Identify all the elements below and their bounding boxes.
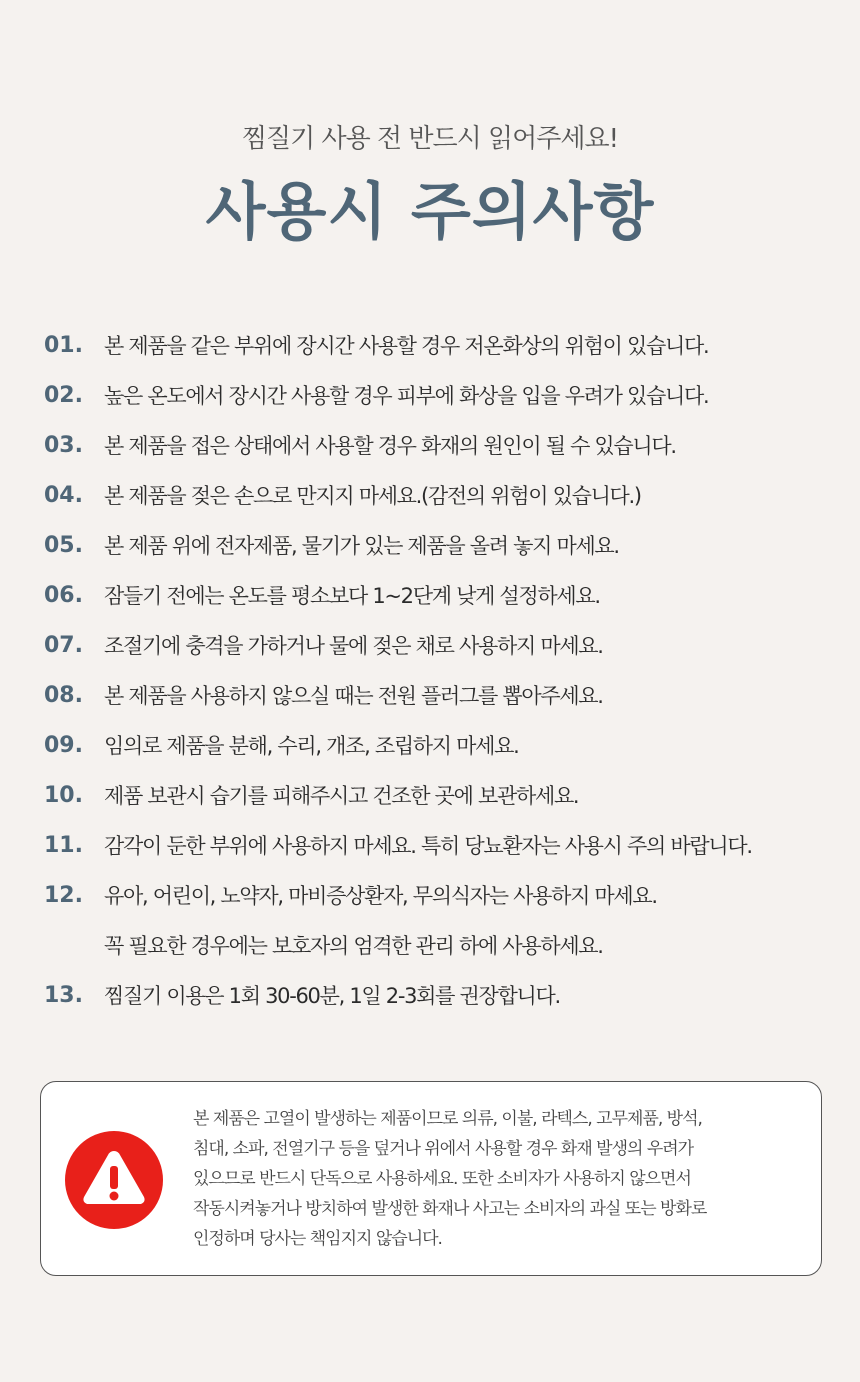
list-item <box>44 420 834 470</box>
item-text: 본 제품을 사용하지 않으실 때는 전원 플러그를 뽑아주세요. <box>104 684 603 708</box>
item-number: 12. <box>44 882 83 908</box>
warning-notice-box <box>40 1081 822 1276</box>
notice-line: 본 제품은 고열이 발생하는 제품이므로 의류, 이불, 라텍스, 고무제품, 방석, <box>193 1109 702 1129</box>
list-item <box>44 870 834 920</box>
notice-line: 침대, 소파, 전열기구 등을 덮거나 위에서 사용할 경우 화재 발생의 우려가 <box>193 1139 694 1159</box>
list-item <box>44 620 834 670</box>
item-number: 01. <box>44 332 83 358</box>
list-item <box>44 970 834 1020</box>
item-text: 본 제품을 젖은 손으로 만지지 마세요.(감전의 위험이 있습니다.) <box>104 484 641 508</box>
page-subtitle: 찜질기 사용 전 반드시 읽어주세요! <box>241 124 619 154</box>
caution-list <box>44 320 834 1020</box>
notice-text <box>193 1104 803 1254</box>
item-text: 잠들기 전에는 온도를 평소보다 1~2단계 낮게 설정하세요. <box>104 584 600 608</box>
item-text: 본 제품을 접은 상태에서 사용할 경우 화재의 원인이 될 수 있습니다. <box>104 434 676 458</box>
list-item <box>44 720 834 770</box>
notice-line: 있으므로 반드시 단독으로 사용하세요. 또한 소비자가 사용하지 않으면서 <box>193 1169 691 1189</box>
list-item <box>44 820 834 870</box>
list-item <box>44 370 834 420</box>
list-item <box>44 770 834 820</box>
item-number: 07. <box>44 632 83 658</box>
item-number: 02. <box>44 382 83 408</box>
warning-icon <box>65 1131 163 1229</box>
item-text: 유아, 어린이, 노약자, 마비증상환자, 무의식자는 사용하지 마세요. <box>104 884 657 908</box>
item-text: 찜질기 이용은 1회 30-60분, 1일 2-3회를 권장합니다. <box>104 984 560 1008</box>
item-text: 임의로 제품을 분해, 수리, 개조, 조립하지 마세요. <box>104 734 519 758</box>
item-text: 조절기에 충격을 가하거나 물에 젖은 채로 사용하지 마세요. <box>104 634 603 658</box>
item-number: 03. <box>44 432 83 458</box>
item-number: 06. <box>44 582 83 608</box>
list-item <box>44 470 834 520</box>
item-number: 05. <box>44 532 83 558</box>
item-text: 높은 온도에서 장시간 사용할 경우 피부에 화상을 입을 우려가 있습니다. <box>104 384 709 408</box>
list-item <box>44 570 834 620</box>
page-title: 사용시 주의사항 <box>205 175 655 248</box>
item-text: 감각이 둔한 부위에 사용하지 마세요. 특히 당뇨환자는 사용시 주의 바랍니다. <box>104 834 752 858</box>
item-number: 11. <box>44 832 83 858</box>
item-number: 10. <box>44 782 83 808</box>
item-text: 꼭 필요한 경우에는 보호자의 엄격한 관리 하에 사용하세요. <box>104 934 603 958</box>
list-item <box>44 520 834 570</box>
item-text: 제품 보관시 습기를 피해주시고 건조한 곳에 보관하세요. <box>104 784 579 808</box>
item-text: 본 제품 위에 전자제품, 물기가 있는 제품을 올려 놓지 마세요. <box>104 534 619 558</box>
list-item <box>44 320 834 370</box>
item-number: 08. <box>44 682 83 708</box>
item-number: 09. <box>44 732 83 758</box>
item-text: 본 제품을 같은 부위에 장시간 사용할 경우 저온화상의 위험이 있습니다. <box>104 334 709 358</box>
item-number: 13. <box>44 982 83 1008</box>
list-item <box>44 920 834 970</box>
list-item <box>44 670 834 720</box>
notice-line: 작동시켜놓거나 방치하여 발생한 화재나 사고는 소비자의 과실 또는 방화로 <box>193 1199 707 1219</box>
notice-line: 인정하며 당사는 책임지지 않습니다. <box>193 1229 442 1249</box>
item-number: 04. <box>44 482 83 508</box>
